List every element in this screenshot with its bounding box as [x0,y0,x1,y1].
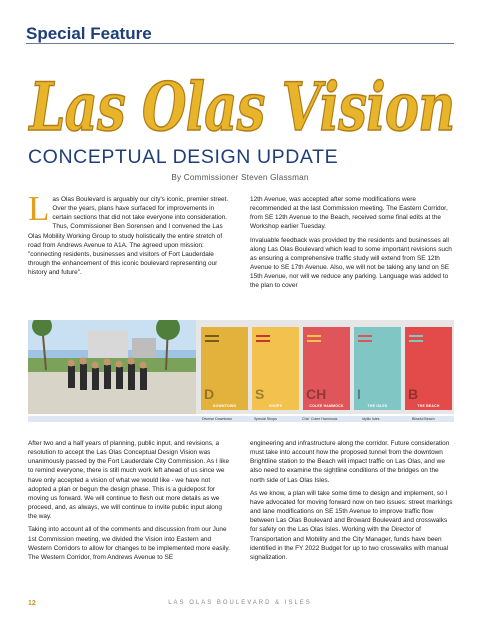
paragraph: After two and a half years of planning, public input, and revisions, a resolution to accept the Las Olas Conceptual Design Vision was unanimously passed by the Fort Lauderdale City Commission. As I like to remind everyone, there is still much work left ahead of us since we have only accepted a vision of what we would like - we have not adopted a plan or begun the design phase. This is a guidepost for moving us forward. We will continue to flesh out more details as we proceed, and, as always, we will continue to invite public input along the way. [28,440,230,521]
article-column-2-top [250,195,454,295]
swatch-stripe [307,340,321,342]
paragraph: engineering and infrastructure along the corridor. Future consideration must take into account how the proposed tunnel from the downtown Brightline station to the Beach will impact traffic on Las Olas, and we also need to examine the sightline conditions of the bridges on the north side of Las Olas Isles. [250,440,450,484]
section-label: Special Feature [26,24,152,43]
paragraph: Invaluable feedback was provided by the residents and businesses all along Las Olas Boulevard which lead to some important revisions such as ensuring a comprehensive traffic study will extend from SE 12th Avenue to SE 17th Avenue. Also, we will not be taking any land on SE 15th Avenue, nor will we reduce any parking. Language was added to the plan to cover [250,236,452,290]
subtitle: CONCEPTUAL DESIGN UPDATE [28,146,339,168]
paragraph: Taking into account all of the comments and discussion from our June 1st Commission meeting, we divided the Vision into Eastern and Western Corridors to allow for changes to be implemented more easily. The Western Corridor, from Andrews Avenue to SE [28,526,230,561]
swatch-label: SHOPS [268,404,283,408]
swatch-stripe [307,335,321,337]
paragraph: as Olas Boulevard is arguably our city's iconic, premier street. Over the years, plans have surfaced for improvements in certain sections that did not take everyone into consideration. Thus, Commissioner Ben Sorensen and I convened the Las Olas Mobility Working Group to study holistically the entire stretch of road from Andrews Avenue to A1A. The agreed upon mission: "connecting residents, businesses and visitors of Fort Lauderdale through the enhancement of this iconic boulevard representing our history and future". [28,196,229,277]
headline-text: Las Olas Vision [27,68,455,146]
swatch-label: COLEE HAMMOCK [309,404,344,408]
swatch-colee-hammock [303,327,350,410]
article-column-1-top [28,189,232,281]
swatch-label: DOWNTOWN [212,404,237,408]
swatch-stripe [205,335,219,337]
swatch-caption: Idyllic Isles [362,417,380,421]
byline: By Commissioner Steven Glassman [171,173,309,182]
swatch-stripe [256,335,270,337]
paragraph: As we know, a plan will take some time to design and implement, so I have advocated for moving forward now on two issues: street markings and lane modifications on SE 15th Avenue to improve traffic flow between Las Olas Boulevard and Broward Boulevard and crosswalks for safety on the Las Olas Isles. Working with the Director of Transportation and Mobility and the City Manager, funds have been identified in the FY 2022 Budget for up to two crosswalks with manual signalization. [250,489,453,561]
drop-cap: L [28,189,50,228]
swatch-downtown [201,327,248,410]
paragraph: 12th Avenue, was accepted after some modifications were recommended at the last Commission meeting. The Eastern Corridor, from SE 12th Avenue to the Beach, received some final edits at the Workshop earlier Tuesday. [250,196,448,231]
footer-title: LAS OLAS BOULEVARD & ISLES [168,600,312,606]
swatch-label: THE ISLES [367,404,388,408]
swatch-caption: Diverse Downtown [202,417,232,421]
swatch-stripe [256,340,270,342]
swatch-stripe [205,340,219,342]
swatch-caption: Chic' Colee Hammock [302,417,338,421]
page-number: 12 [28,600,36,607]
swatch-isles [354,327,401,410]
swatch-stripe [409,340,423,342]
swatch-caption-row [28,416,454,422]
article-column-1-bottom [28,439,232,566]
swatch-letter: D [204,386,215,402]
swatch-stripe [358,335,372,337]
swatch-letter: B [408,386,419,402]
group-photo [28,320,196,414]
swatch-caption: Blissful Beach [412,417,435,421]
swatch-letter: S [255,386,265,402]
swatch-letter: CH [306,386,327,402]
article-column-2-bottom [250,439,454,566]
swatch-caption: Special Shops [254,417,277,421]
section-divider [26,43,454,44]
swatch-stripe [409,335,423,337]
swatch-letter: I [357,386,361,402]
district-swatches [196,320,454,414]
swatch-beach [405,327,452,410]
headline [22,52,462,152]
swatch-shops [252,327,299,410]
swatch-label: THE BEACH [417,404,440,408]
swatch-stripe [358,340,372,342]
